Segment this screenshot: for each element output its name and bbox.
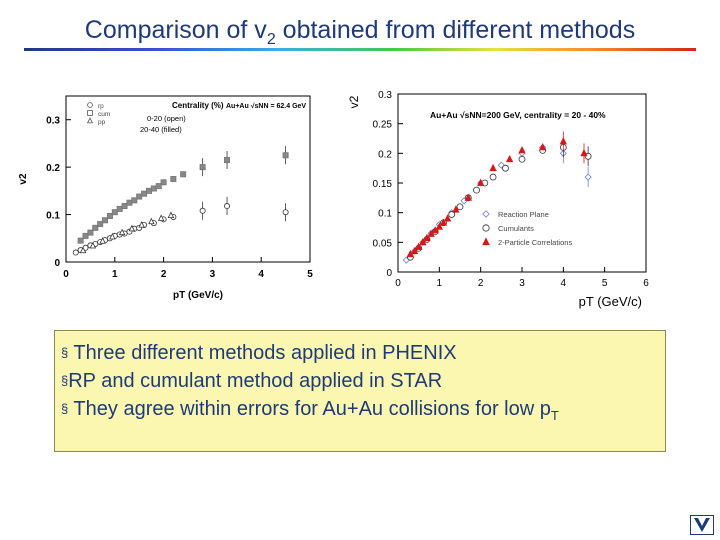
x-tick-label: 4: [560, 278, 567, 289]
x-tick-label: 0: [395, 278, 401, 289]
data-point: [102, 218, 107, 223]
y-tick-label: 0.2: [46, 163, 60, 175]
x-tick-label: 6: [643, 278, 649, 289]
data-point: [117, 206, 122, 211]
data-point: [224, 203, 229, 208]
x-tick-label: 2: [160, 269, 167, 280]
y-axis-label: v2: [347, 95, 361, 109]
y-tick-label: 0.15: [372, 179, 392, 190]
system-label: Au+Au √sNN = 62.4 GeV: [226, 103, 307, 110]
data-point: [73, 250, 78, 255]
chart-left: [14, 88, 332, 303]
data-point: [519, 156, 525, 162]
data-point: [137, 194, 142, 199]
y-tick-label: 0.1: [378, 208, 392, 220]
data-point: [156, 184, 161, 189]
legend-label: Reaction Plane: [498, 210, 549, 219]
university-v-logo-icon: [690, 515, 714, 535]
legend-label: Cumulants: [498, 224, 534, 233]
data-point: [283, 210, 288, 215]
data-point: [98, 221, 103, 226]
bullet-2: [61, 367, 659, 395]
x-tick-label: 3: [519, 278, 525, 289]
data-point: [474, 187, 480, 193]
data-point: [151, 186, 156, 191]
bullet-mark: §: [61, 345, 69, 360]
y-tick-label: 0.3: [378, 90, 392, 101]
bullet-text: RP and cumulant method applied in STAR: [68, 370, 443, 392]
legend-label: rp: [98, 103, 104, 110]
data-point: [171, 176, 176, 181]
summary-box: [54, 330, 666, 452]
x-tick-label: 0: [63, 269, 69, 280]
data-point: [127, 200, 132, 205]
data-point: [107, 213, 112, 218]
data-point: [93, 225, 98, 230]
data-point: [224, 157, 229, 162]
x-axis-label: pT (GeV/c): [172, 290, 224, 301]
legend-marker: [88, 103, 93, 108]
x-tick-label: 4: [258, 269, 264, 280]
data-point: [490, 174, 496, 180]
y-tick-label: 0.1: [46, 210, 60, 222]
x-tick-label: 5: [307, 269, 313, 280]
data-point: [78, 238, 83, 243]
system-label: Au+Au √sNN=200 GeV, centrality = 20 - 40%: [430, 110, 606, 120]
x-tick-label: 3: [209, 269, 216, 280]
y-tick-label: 0.3: [46, 115, 60, 127]
legend-label: 2-Particle Correlations: [498, 238, 573, 247]
y-tick-label: 0.25: [372, 119, 392, 131]
y-tick-label: 0: [54, 258, 60, 269]
data-point: [457, 204, 463, 210]
legend-marker: [483, 225, 489, 231]
bullet-subscript: T: [550, 408, 559, 423]
legend-label: cum: [98, 111, 111, 118]
legend-label: pp: [98, 119, 106, 126]
y-tick-label: 0.2: [378, 149, 392, 161]
bullet-1: [61, 339, 659, 367]
data-point: [283, 153, 288, 158]
x-tick-label: 1: [436, 278, 443, 289]
bullet-mark: §: [61, 401, 69, 416]
annotation-filled: 20-40 (filled): [140, 125, 182, 134]
x-tick-label: 1: [112, 269, 118, 280]
bullet-text: They agree within errors for Au+Au collisions for low p: [68, 398, 551, 420]
x-tick-label: 5: [601, 278, 608, 289]
y-axis-label: v2: [18, 173, 29, 185]
data-point: [146, 188, 151, 193]
bullet-3: [61, 395, 659, 429]
bullet-mark: §: [61, 373, 69, 388]
y-tick-label: 0.05: [372, 238, 392, 250]
data-point: [502, 165, 508, 171]
data-point: [161, 180, 166, 185]
bullet-text: Three different methods applied in PHENIX: [68, 342, 457, 364]
data-point: [200, 208, 205, 213]
legend-marker: [88, 111, 93, 116]
data-point: [83, 233, 88, 238]
data-point: [132, 198, 137, 203]
x-axis-label: pT (GeV/c): [578, 294, 642, 309]
y-tick-label: 0: [386, 268, 392, 279]
legend-header: Centrality (%): [172, 101, 224, 110]
data-point: [181, 172, 186, 177]
chart-right: [347, 80, 668, 310]
annotation-open: 0-20 (open): [147, 114, 186, 123]
data-point: [141, 191, 146, 196]
data-point: [200, 165, 205, 170]
data-point: [88, 230, 93, 235]
data-point: [112, 210, 117, 215]
x-tick-label: 2: [477, 278, 484, 289]
page-title: Comparison of $v_2$ obtained from different methods: [84, 16, 636, 48]
title-underline: [24, 48, 696, 51]
data-point: [122, 203, 127, 208]
